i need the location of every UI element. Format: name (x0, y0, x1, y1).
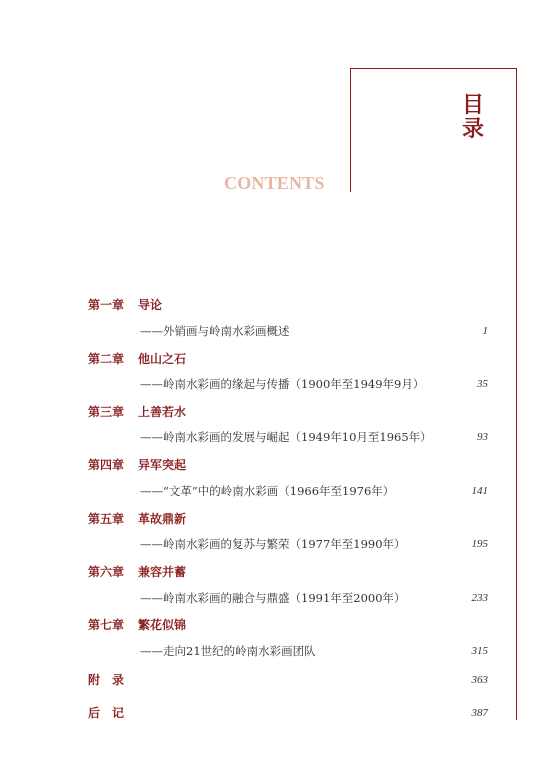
frame-right-line (516, 68, 517, 720)
chapter-title: 导论 (138, 298, 163, 312)
chapter-subtitle: ——岭南水彩画的融合与鼎盛（1991年至2000年） (140, 591, 406, 605)
chapter-heading[interactable] (88, 403, 186, 421)
page-number: 195 (471, 538, 488, 550)
chapter-subtitle: ——外销画与岭南水彩画概述 (140, 324, 290, 338)
page-title-char: 录 (461, 117, 484, 142)
chapter-title: 他山之石 (138, 352, 187, 366)
frame-top-line (350, 68, 517, 69)
page-number: 141 (471, 485, 488, 497)
chapter-title: 革故鼎新 (138, 512, 187, 526)
chapter-title: 繁花似锦 (138, 618, 187, 632)
page-title-char: 目 (461, 93, 484, 118)
chapter-heading[interactable] (88, 510, 186, 528)
chapter-number: 第五章 (88, 512, 125, 526)
page-number: 93 (477, 431, 488, 443)
page-title (460, 94, 486, 142)
page-number: 1 (482, 325, 488, 337)
chapter-subtitle: ——走向21世纪的岭南水彩画团队 (140, 644, 316, 658)
chapter-heading[interactable] (88, 563, 186, 581)
chapter-number: 第二章 (88, 352, 125, 366)
chapter-heading[interactable] (88, 456, 186, 474)
chapter-title: 上善若水 (138, 405, 187, 419)
page-number: 363 (471, 674, 488, 686)
frame-left-line (350, 68, 351, 192)
chapter-number: 第六章 (88, 565, 125, 579)
chapter-subtitle: ——岭南水彩画的发展与崛起（1949年10月至1965年） (140, 430, 432, 444)
chapter-subtitle: ——“文革”中的岭南水彩画（1966年至1976年） (140, 484, 395, 498)
page-number: 315 (471, 645, 488, 657)
chapter-subtitle: ——岭南水彩画的缘起与传播（1900年至1949年9月） (140, 377, 425, 391)
chapter-heading[interactable] (88, 350, 186, 368)
chapter-title: 异军突起 (138, 458, 187, 472)
chapter-subtitle: ——岭南水彩画的复苏与繁荣（1977年至1990年） (140, 537, 406, 551)
chapter-number: 第三章 (88, 405, 125, 419)
page-number: 233 (471, 592, 488, 604)
chapter-number: 第七章 (88, 618, 125, 632)
appendix-heading[interactable]: 附 录 (88, 673, 125, 687)
page-number: 387 (471, 707, 488, 719)
chapter-title: 兼容并蓄 (138, 565, 187, 579)
postscript-heading[interactable]: 后 记 (88, 706, 125, 720)
chapter-heading[interactable] (88, 616, 186, 634)
chapter-number: 第四章 (88, 458, 125, 472)
contents-heading: CONTENTS (224, 173, 325, 193)
chapter-number: 第一章 (88, 298, 125, 312)
chapter-heading[interactable] (88, 296, 162, 314)
page-number: 35 (477, 378, 488, 390)
